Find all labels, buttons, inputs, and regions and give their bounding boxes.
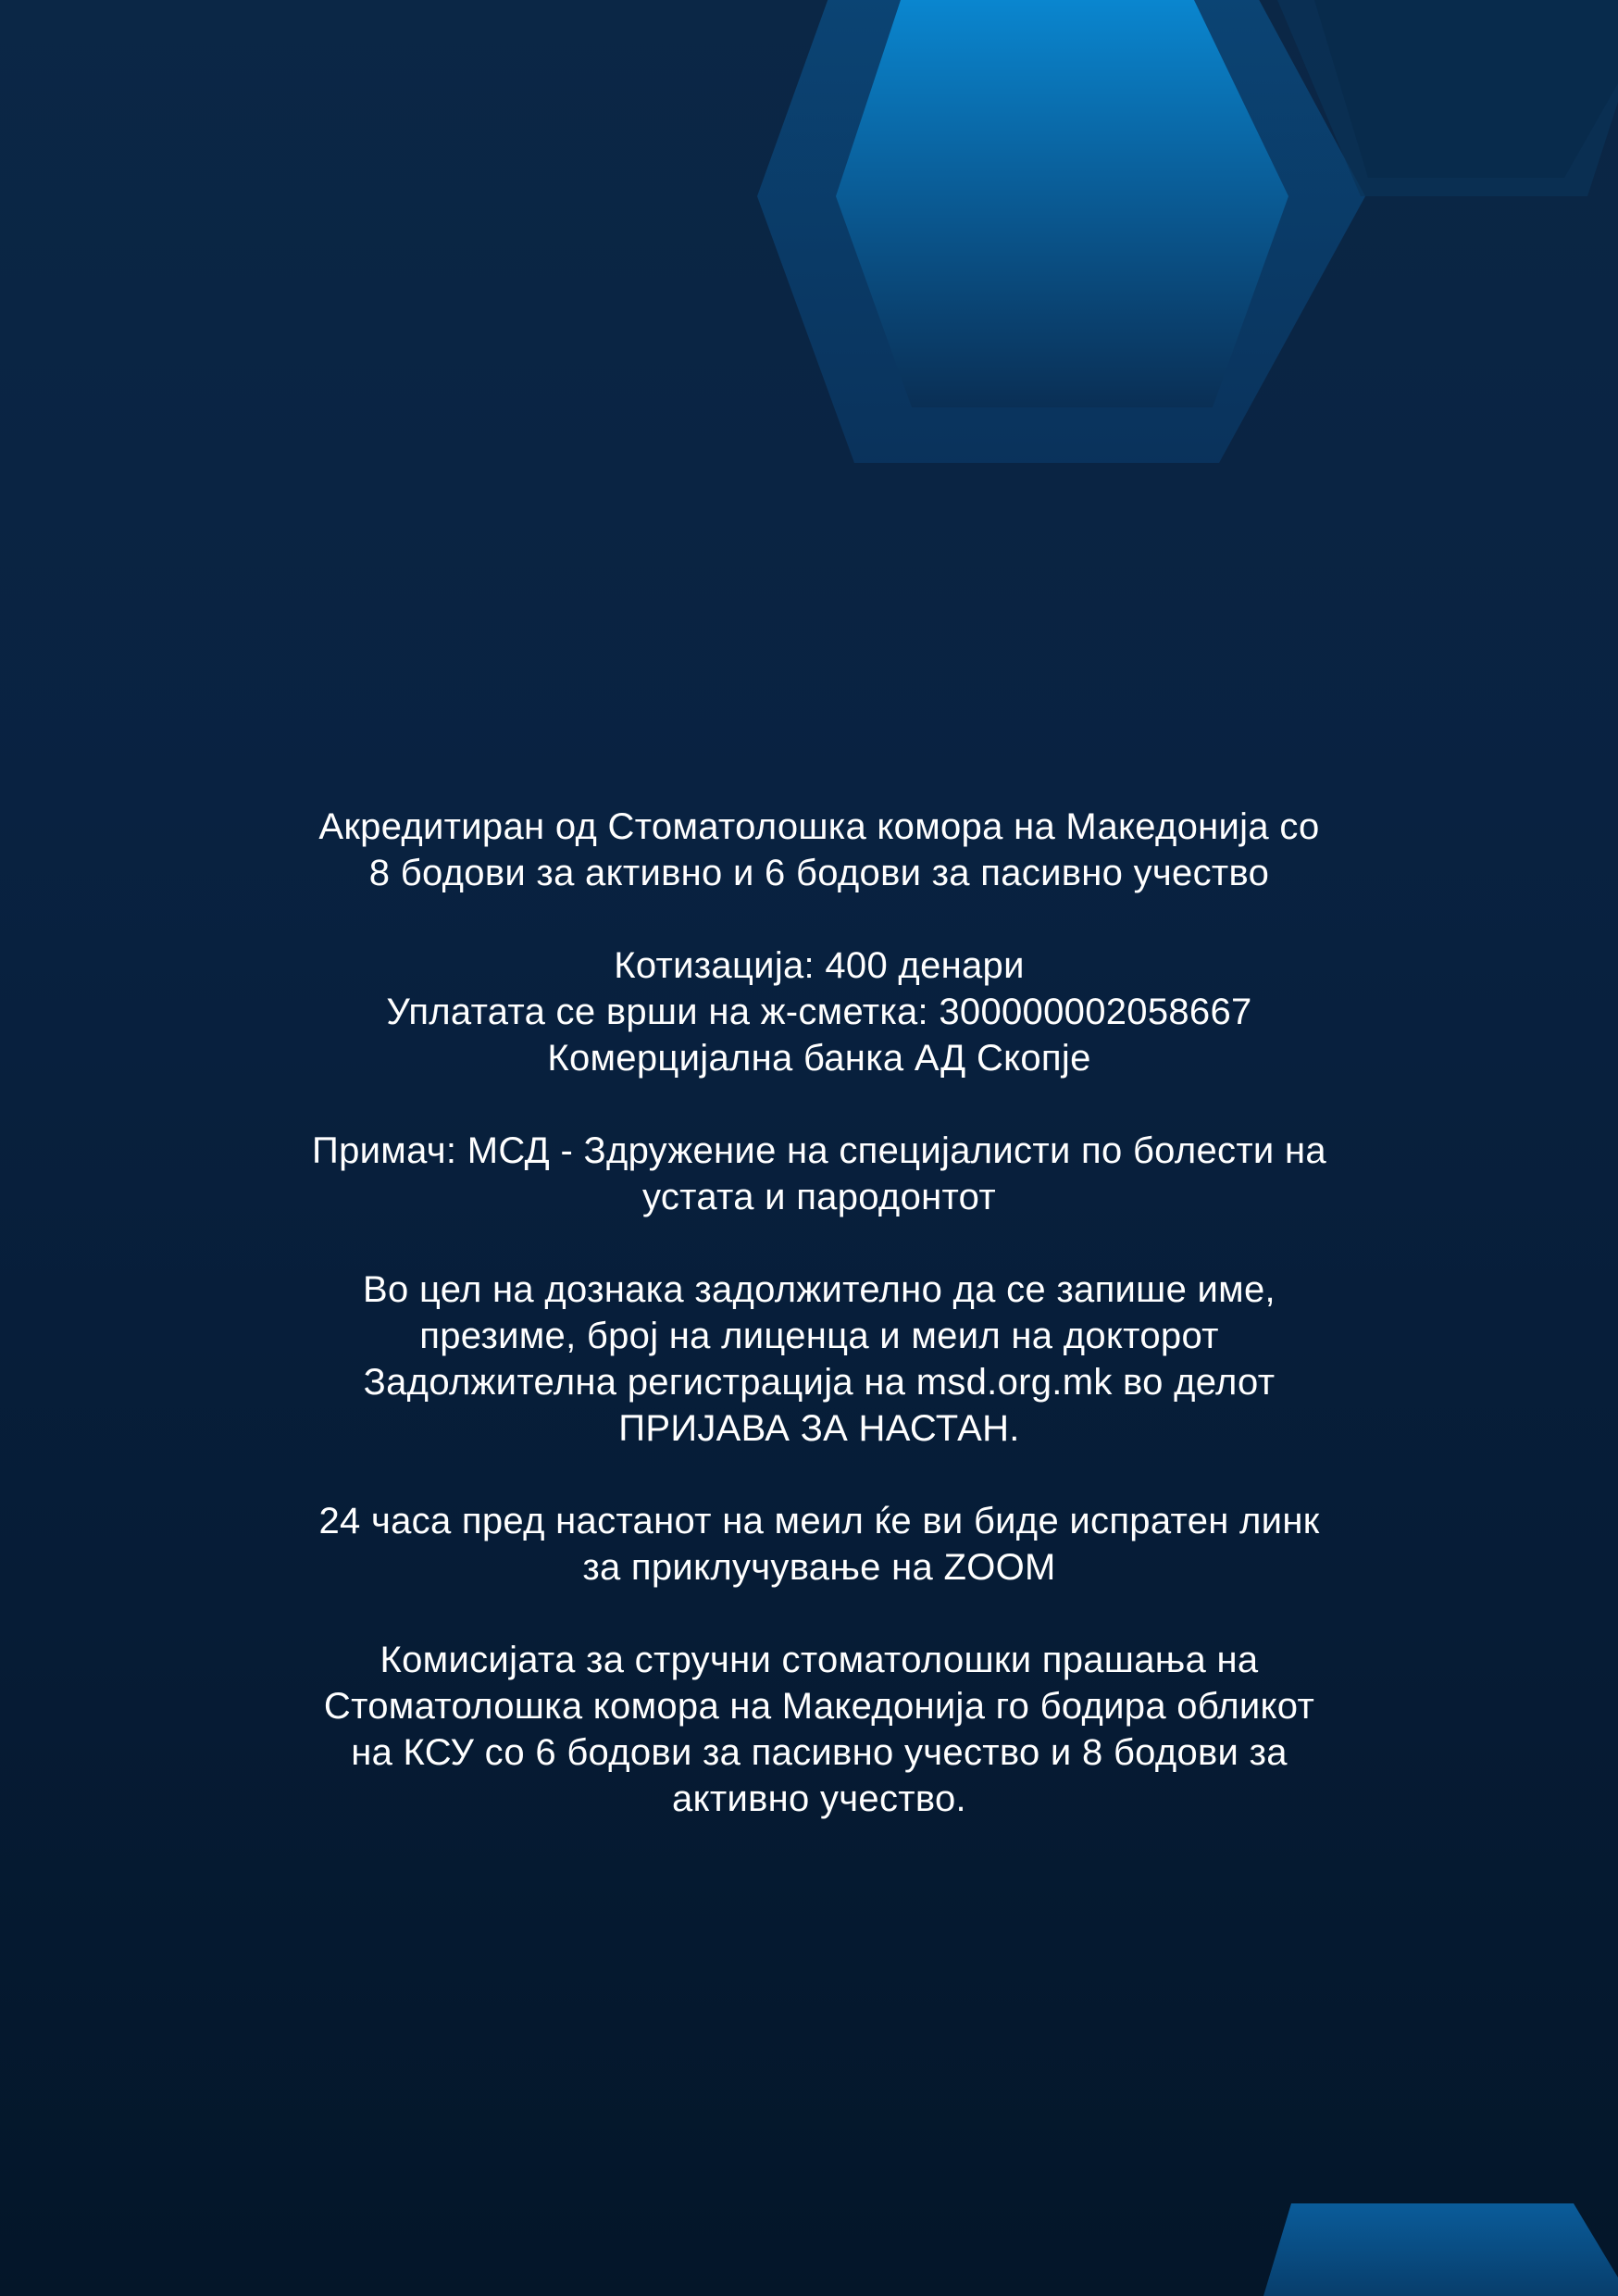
text-line: Акредитиран од Стоматолошка комора на Македонија со — [318, 806, 1320, 847]
registration-paragraph — [185, 1267, 1453, 1452]
fee-paragraph — [185, 942, 1453, 1081]
text-line: на КСУ со 6 бодови за пасивно учество и 8 бодови за — [351, 1732, 1288, 1773]
hexagon-bottom-right — [1263, 2203, 1618, 2296]
text-line: Уплатата се врши на ж-сметка: 300000002058667 — [386, 992, 1252, 1032]
text-line: ПРИЈАВА ЗА НАСТАН. — [618, 1408, 1020, 1449]
event-info — [185, 804, 1453, 1822]
text-line: Стоматолошка комора на Македонија го бодира обликот — [323, 1686, 1315, 1727]
text-line: презиме, број на лиценца и меил на докторот — [419, 1316, 1219, 1356]
text-line: устата и пародонтот — [642, 1177, 996, 1217]
text-line: Задолжителна регистрација на msd.org.mk во делот — [363, 1362, 1276, 1403]
zoom-paragraph — [185, 1498, 1453, 1591]
text-line: 8 бодови за активно и 6 бодови за пасивно учество — [368, 853, 1270, 893]
text-line: за приклучување на ZOOM — [582, 1547, 1056, 1588]
text-line: 24 часа пред настанот на меил ќе ви биде испратен линк — [318, 1501, 1320, 1541]
text-line: Котизација: 400 денари — [614, 945, 1025, 986]
accreditation-paragraph — [185, 804, 1453, 896]
recipient-paragraph — [185, 1128, 1453, 1220]
text-line: Примач: МСД - Здружение на специјалисти по болести на — [312, 1130, 1326, 1171]
text-line: Комисијата за стручни стоматолошки прашања на — [380, 1640, 1259, 1680]
text-line: Во цел на дознака задолжително да се запише име, — [363, 1269, 1276, 1310]
hexagon-top-center — [836, 0, 1288, 407]
text-line: активно учество. — [672, 1778, 966, 1819]
text-line: Комерцијална банка АД Скопје — [547, 1038, 1091, 1079]
commission-paragraph — [185, 1637, 1453, 1822]
